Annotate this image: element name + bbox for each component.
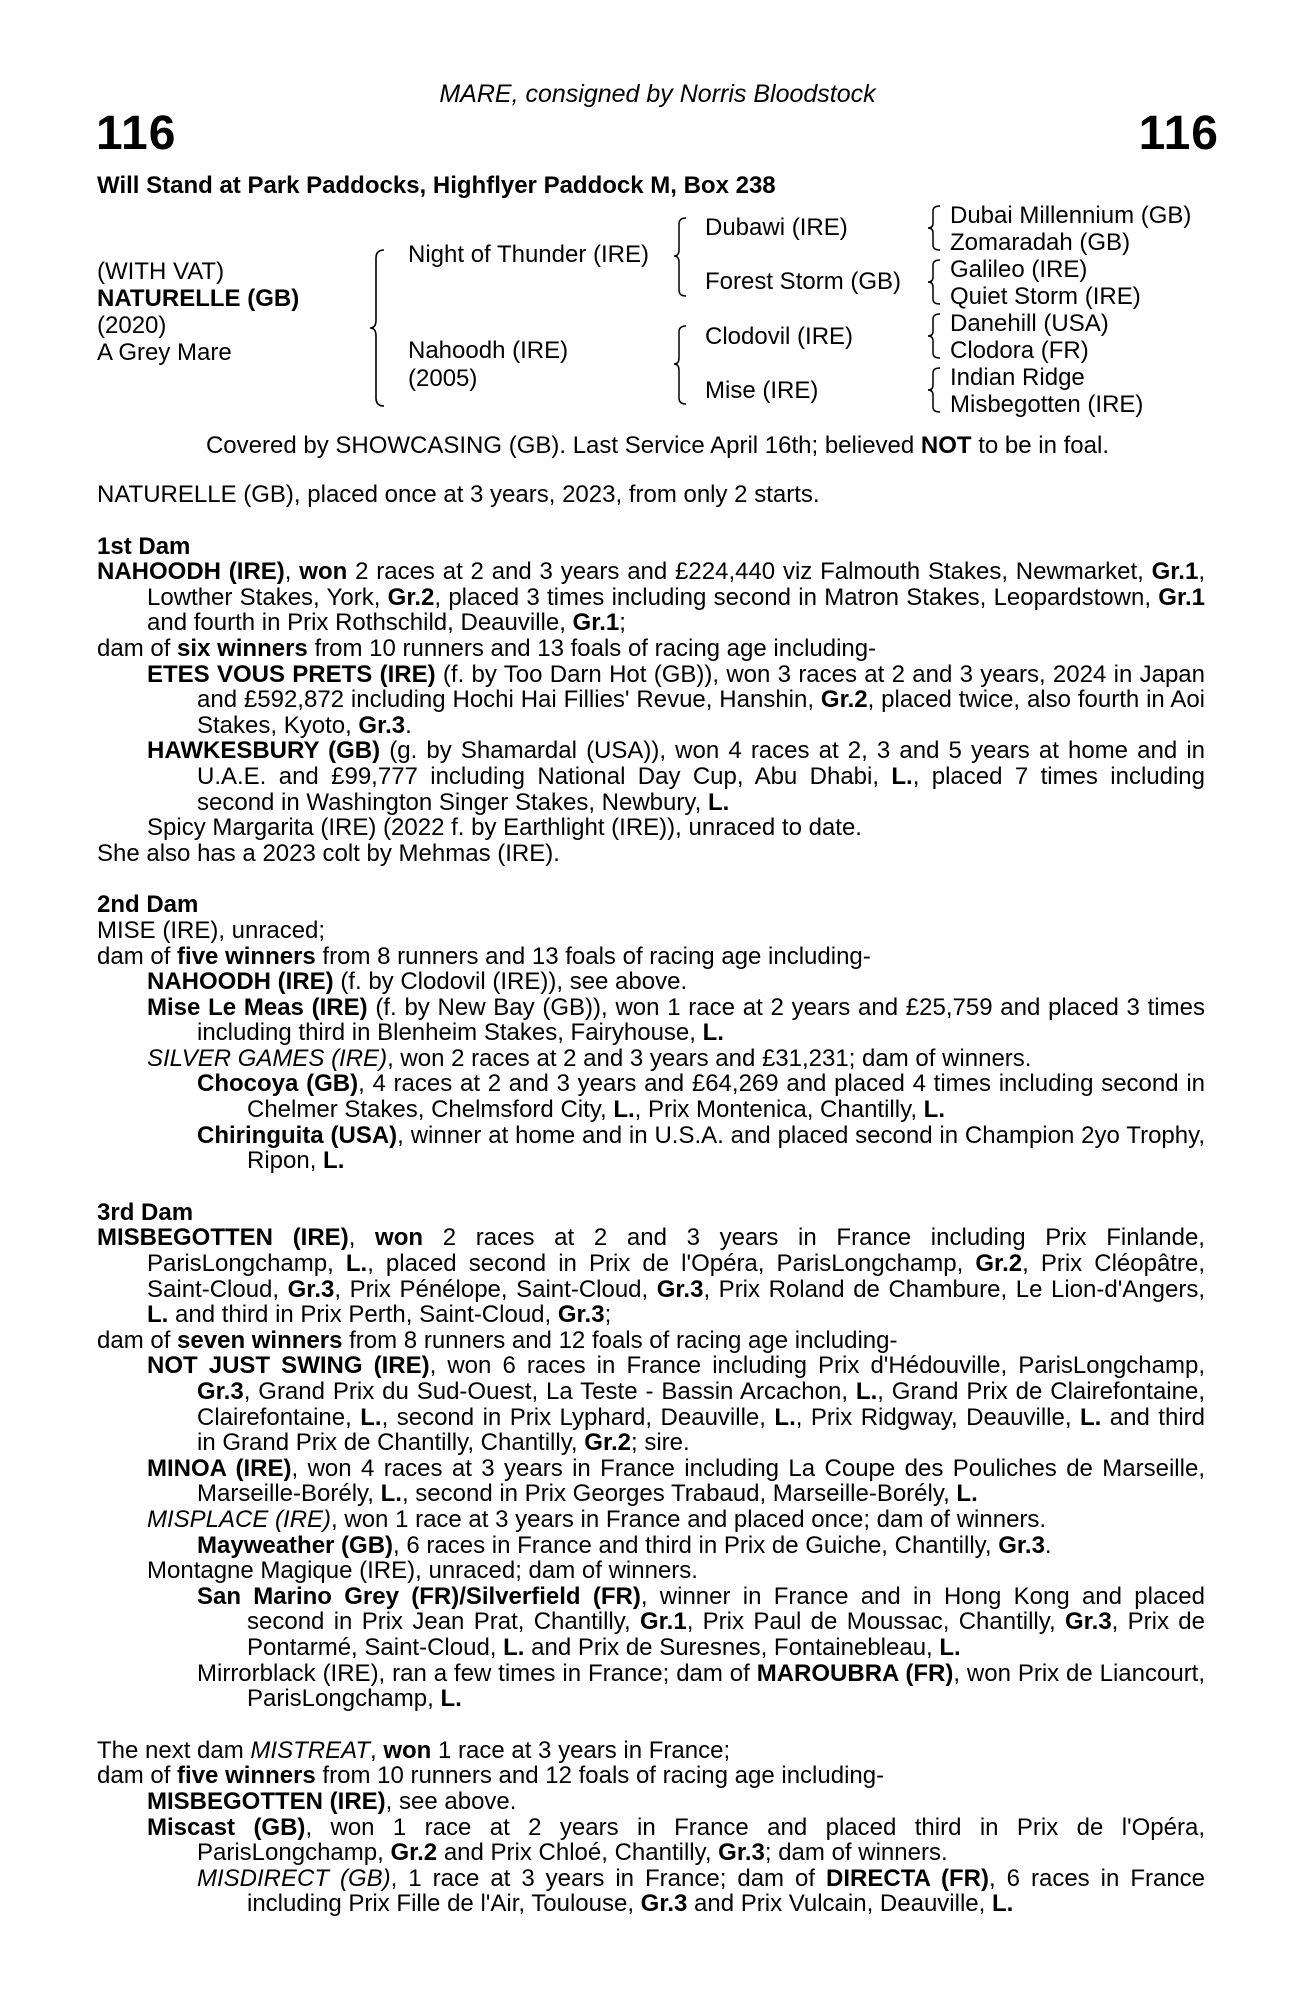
next-dam-grandprogeny-1: MISDIRECT (GB), 1 race at 3 years in France; dam of DIRECTA (FR), 6 races in France including Prix Fille de l'Air, Toulouse, Gr.3 and Prix Vulcain, Deauville, L. xyxy=(197,1864,1206,1918)
pedigree-dsd: Clodora (FR) xyxy=(950,337,1089,364)
horse-description: A Grey Mare xyxy=(97,339,232,366)
pedigree-ssd: Zomaradah (GB) xyxy=(950,229,1131,256)
first-dam-progeny-2: HAWKESBURY (GB) (g. by Shamardal (USA)), won 4 races at 2, 3 and 5 years at home and in U.A.E. and £99,777 including National Day Cup, Abu Dhabi, L., placed 7 times including second in Washington Singer Stakes, Newbury, L. xyxy=(147,737,1206,816)
pedigree-ddd: Misbegotten (IRE) xyxy=(950,391,1144,418)
second-dam-produce-summary: dam of five winners from 8 runners and 13 foals of racing age including- xyxy=(97,942,871,970)
pedigree-sire: Night of Thunder (IRE) xyxy=(408,241,649,268)
first-dam-progeny-3: Spicy Margarita (IRE) (2022 f. by Earthlight (IRE)), unraced to date. xyxy=(147,814,862,842)
pedigree-dds: Indian Ridge xyxy=(950,364,1085,391)
pedigree-dss: Danehill (USA) xyxy=(950,310,1109,337)
pedigree-bracket-dam xyxy=(674,324,690,406)
third-dam-grandprogeny-2: San Marino Grey (FR)/Silverfield (FR), winner in France and in Hong Kong and placed second in Prix Jean Prat, Chantilly, Gr.1, Prix Paul de Moussac, Chantilly, Gr.3, Prix de Pontarmé, Saint-Cloud, L. and Prix de Suresnes, Fontainebleau, L. xyxy=(197,1582,1206,1661)
third-dam-grandprogeny-3: Mirrorblack (IRE), ran a few times in France; dam of MAROUBRA (FR), won Prix de Liancourt, ParisLongchamp, L. xyxy=(197,1659,1206,1713)
pedigree-sss: Dubai Millennium (GB) xyxy=(950,202,1192,229)
catalogue-body xyxy=(97,482,1205,1917)
second-dam-record: MISE (IRE), unraced; xyxy=(97,916,326,944)
brace-ds xyxy=(928,312,942,360)
pedigree-sdd: Quiet Storm (IRE) xyxy=(950,283,1141,310)
second-dam-grandprogeny-2: Chiringuita (USA), winner at home and in U.S.A. and placed second in Champion 2yo Trophy, Ripon, L. xyxy=(197,1121,1205,1175)
consignor-line: MARE, consigned by Norris Bloodstock xyxy=(439,80,876,108)
second-dam-progeny-3: SILVER GAMES (IRE), won 2 races at 2 and 3 years and £31,231; dam of winners. xyxy=(147,1044,1032,1072)
second-dam-grandprogeny-1: Chocoya (GB), 4 races at 2 and 3 years and £64,269 and placed 4 times including second in Chelmer Stakes, Chelmsford City, L., Prix Montenica, Chantilly, L. xyxy=(197,1070,1205,1124)
lot-number-left: 116 xyxy=(96,107,177,160)
second-dam-progeny-2: Mise Le Meas (IRE) (f. by New Bay (GB)), won 1 race at 2 years and £25,759 and placed 3 times including third in Blenheim Stakes, Fairyhouse, L. xyxy=(147,993,1205,1047)
next-dam-progeny-1: MISBEGOTTEN (IRE), see above. xyxy=(147,1787,517,1815)
brace-sd xyxy=(928,258,942,306)
lot-number-right: 116 xyxy=(1138,107,1219,160)
pedigree-sds: Galileo (IRE) xyxy=(950,256,1088,283)
third-dam-record: MISBEGOTTEN (IRE), won 2 races at 2 and 3 years in France including Prix Finlande, ParisLongchamp, L., placed second in Prix de l'Opéra, ParisLongchamp, Gr.2, Prix Cléopâtre, Saint-Cloud, Gr.3, Prix Pénélope, Saint-Cloud, Gr.3, Prix Roland de Chambure, Le Lion-d'Angers, L. and third in Prix Perth, Saint-Cloud, Gr.3; xyxy=(97,1224,1205,1329)
first-dam-produce-summary: dam of six winners from 10 runners and 13 foals of racing age including- xyxy=(97,634,877,662)
third-dam-progeny-2: MINOA (IRE), won 4 races at 3 years in France including La Coupe des Pouliches de Marseille, Marseille-Borély, L., second in Prix Georges Trabaud, Marseille-Borély, L. xyxy=(147,1454,1205,1508)
first-dam-progeny-1: ETES VOUS PRETS (IRE) (f. by Too Darn Hot (GB)), won 3 races at 2 and 3 years, 2024 in Japan and £592,872 including Hochi Hai Fillies' Revue, Hanshin, Gr.2, placed twice, also fourth in Aoi Stakes, Kyoto, Gr.3. xyxy=(147,660,1206,739)
covered-note: Covered by SHOWCASING (GB). Last Service April 16th; believed NOT to be in foal. xyxy=(205,432,1110,459)
brace-ss xyxy=(928,204,942,252)
pedigree-sire-sire: Dubawi (IRE) xyxy=(705,214,848,241)
brace-dd xyxy=(928,366,942,414)
third-dam-grandprogeny-1: Mayweather (GB), 6 races in France and third in Prix de Guiche, Chantilly, Gr.3. xyxy=(197,1531,1052,1559)
third-dam-produce-summary: dam of seven winners from 8 runners and 12 foals of racing age including- xyxy=(97,1326,898,1354)
first-dam-also: She also has a 2023 colt by Mehmas (IRE). xyxy=(97,839,560,867)
second-dam-progeny-1: NAHOODH (IRE) (f. by Clodovil (IRE)), see above. xyxy=(147,968,688,996)
pedigree-dam-sire: Clodovil (IRE) xyxy=(705,323,854,350)
stand-location: Will Stand at Park Paddocks, Highflyer Paddock M, Box 238 xyxy=(97,172,776,199)
next-dam-record: The next dam MISTREAT, won 1 race at 3 years in France; xyxy=(97,1736,731,1764)
third-dam-heading: 3rd Dam xyxy=(97,1198,194,1226)
third-dam-progeny-3: MISPLACE (IRE), won 1 race at 3 years in France and placed once; dam of winners. xyxy=(147,1505,1047,1533)
pedigree-sire-dam: Forest Storm (GB) xyxy=(705,268,902,295)
next-dam-produce-summary: dam of five winners from 10 runners and 12 foals of racing age including- xyxy=(97,1762,885,1790)
horse-year: (2020) xyxy=(97,312,167,339)
third-dam-progeny-4: Montagne Magique (IRE), unraced; dam of winners. xyxy=(147,1557,698,1585)
first-dam-record: NAHOODH (IRE), won 2 races at 2 and 3 years and £224,440 viz Falmouth Stakes, Newmarket, Gr.1, Lowther Stakes, York, Gr.2, placed 3 times including second in Matron Stakes, Leopardstown, Gr.1 and fourth in Prix Rothschild, Deauville, Gr.1; xyxy=(97,558,1205,637)
pedigree-bracket-sire xyxy=(674,216,690,298)
pedigree-dam: Nahoodh (IRE) xyxy=(408,337,569,364)
next-dam-progeny-2: Miscast (GB), won 1 race at 2 years in France and placed third in Prix de l'Opéra, ParisLongchamp, Gr.2 and Prix Chloé, Chantilly, Gr.3; dam of winners. xyxy=(147,1813,1206,1867)
vat-note: (WITH VAT) xyxy=(97,258,225,285)
horse-name: NATURELLE (GB) xyxy=(97,285,300,312)
second-dam-heading: 2nd Dam xyxy=(97,891,199,919)
first-dam-heading: 1st Dam xyxy=(97,532,191,560)
intro-line: NATURELLE (GB), placed once at 3 years, 2023, from only 2 starts. xyxy=(97,481,820,508)
pedigree-bracket-main xyxy=(370,248,390,408)
pedigree-dam-dam: Mise (IRE) xyxy=(705,377,819,404)
pedigree-dam-year: (2005) xyxy=(408,365,478,392)
third-dam-progeny-1: NOT JUST SWING (IRE), won 6 races in France including Prix d'Hédouville, ParisLongchamp, Gr.3, Grand Prix du Sud-Ouest, La Teste - Bassin Arcachon, L., Grand Prix de Clairefontaine, Clairefontaine, L., second in Prix Lyphard, Deauville, L., Prix Ridgway, Deauville, L. and third in Grand Prix de Chantilly, Chantilly, Gr.2; sire. xyxy=(147,1352,1205,1457)
